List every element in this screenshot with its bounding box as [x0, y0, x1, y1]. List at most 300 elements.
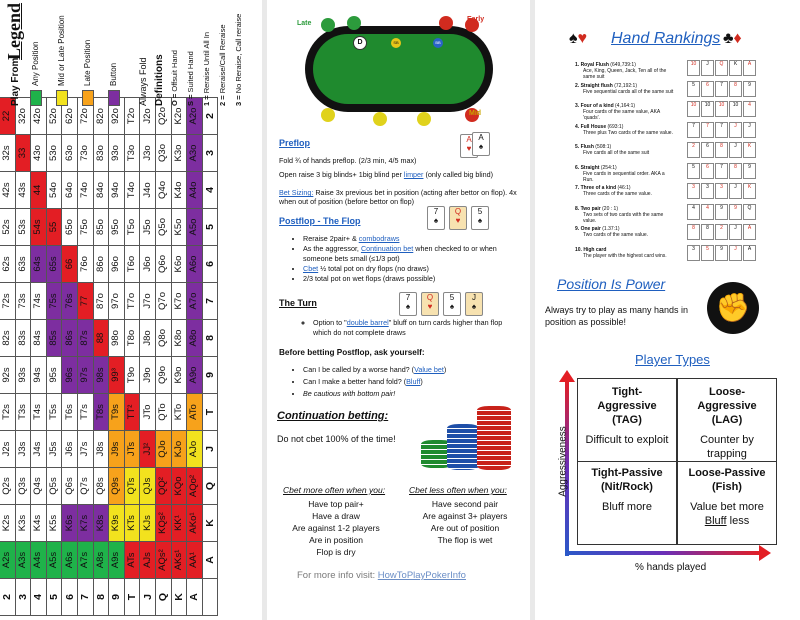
ranking-name: Full House	[580, 123, 608, 130]
ranking-number: 5.	[575, 144, 581, 150]
definition-key: 3 =	[234, 93, 243, 106]
chart-hand-cell: T7s	[77, 394, 93, 431]
cbet-more-item: Are in position	[309, 535, 363, 545]
chart-hand-cell: ATs	[124, 542, 140, 579]
chart-hand-cell: Q8s	[93, 468, 109, 505]
chart-hand-cell: K4o	[171, 172, 187, 209]
chart-rank-header: 2	[0, 579, 15, 616]
chart-hand-cell: K3s	[15, 505, 31, 542]
ranking-card: 6	[701, 163, 714, 179]
chart-hand-cell: 64o	[62, 172, 78, 209]
chart-rank-header: 8	[93, 579, 109, 616]
cbet-less-list	[405, 498, 525, 546]
chart-hand-cell: 83o	[93, 135, 109, 172]
ranking-card: 8	[729, 81, 742, 97]
ranking-name: Three of a kind	[580, 185, 618, 191]
small-blind-chip: SB	[391, 38, 401, 48]
ranking-card: 10	[715, 101, 728, 117]
chart-hand-cell: 63o	[62, 135, 78, 172]
ranking-item	[575, 206, 675, 224]
cbet-link[interactable]: Cbet	[303, 264, 319, 273]
ranking-item	[575, 165, 675, 183]
preflop-line1: Fold ¾ of hands preflop. (2/3 min, 4/5 max)	[279, 156, 417, 165]
chart-hand-cell: 95o	[109, 209, 125, 246]
ranking-description: Three plus Two cards of the same value.	[583, 129, 673, 136]
ranking-name: Four of a kind	[580, 103, 616, 109]
chart-hand-cell: A7s	[77, 542, 93, 579]
ranking-description: Five sequential cards all of the same suit	[583, 88, 674, 95]
ranking-card: J	[729, 245, 742, 261]
mid-label: Mid	[469, 110, 482, 117]
definition-key: S =	[186, 92, 195, 106]
chart-hand-cell: JJ²	[140, 431, 156, 468]
chart-hand-cell: 75s	[46, 283, 62, 320]
chart-hand-cell: Q9o	[155, 357, 171, 394]
cbet-more-title: Cbet more often when you:	[283, 485, 386, 495]
chart-rank-header: 8	[202, 320, 218, 357]
chart-hand-cell: Q5s	[46, 468, 62, 505]
chart-hand-cell: Q2s	[0, 468, 15, 505]
chart-hand-cell: J8s	[93, 431, 109, 468]
ranking-card: A	[743, 245, 756, 261]
ranking-card: J	[729, 142, 742, 158]
chart-rank-header: 7	[77, 579, 93, 616]
chart-hand-cell: K3o	[171, 135, 187, 172]
ranking-card: 4	[687, 204, 700, 220]
fish-text: Value bet more Bluff less	[690, 501, 764, 527]
chart-hand-cell: T9o	[124, 357, 140, 394]
chart-hand-cell: AA¹	[187, 542, 203, 579]
chart-hand-cell: J7s	[77, 431, 93, 468]
ranking-card: 3	[701, 183, 714, 199]
chart-hand-cell: 97o	[109, 283, 125, 320]
chart-hand-cell: 74o	[77, 172, 93, 209]
ranking-number: 7.	[575, 185, 581, 191]
chart-hand-cell: 74s	[31, 283, 47, 320]
ranking-description: Five cards in sequential order. AKA a Run.	[583, 170, 665, 183]
position-legend-item	[82, 10, 104, 106]
definition-item	[218, 10, 227, 106]
postflop-title[interactable]: Postflop - The Flop	[279, 216, 361, 226]
chart-hand-cell: Q7s	[77, 468, 93, 505]
chart-hand-cell: KJo	[171, 431, 187, 468]
nit-title: Tight-Passive (Nit/Rock)	[591, 467, 663, 493]
chart-hand-cell: K9o	[171, 357, 187, 394]
postflop-item: • 2/3 total pot on wet flops (draws possible)	[303, 274, 528, 284]
chart-hand-cell: AKo¹	[187, 505, 203, 542]
cbet-text: Do not cbet 100% of the time!	[277, 434, 396, 444]
chart-hand-cell: KQs²	[155, 505, 171, 542]
chart-hand-cell: Q3o	[155, 135, 171, 172]
chart-hand-cell: 54o	[46, 172, 62, 209]
ranking-card: A	[743, 60, 756, 76]
position-legend-label: Button	[109, 62, 119, 86]
ranking-name: Flush	[580, 144, 596, 150]
chart-hand-cell: Q6o	[155, 246, 171, 283]
cbet-more-item: Flop is dry	[316, 547, 356, 557]
cbet-title: Continuation betting:	[277, 410, 389, 422]
poker-table-graphic	[297, 8, 503, 124]
chart-rank-header: K	[202, 505, 218, 542]
definition-item	[202, 10, 211, 106]
suit-icons-left: ♠♥	[569, 30, 587, 47]
ranking-item	[575, 226, 675, 238]
chart-hand-cell: KTs	[124, 505, 140, 542]
cbet-more-list	[277, 498, 395, 558]
chip-stacks-icon	[417, 402, 517, 474]
chart-hand-cell: 53s	[15, 209, 31, 246]
fish-bluff-link[interactable]: Bluff	[704, 515, 727, 527]
chart-hand-cell: J2o	[140, 98, 156, 135]
position-text: Always try to play as many hands in position as possible!	[545, 305, 689, 327]
chart-hand-cell: 52s	[0, 209, 15, 246]
chart-hand-cell: AQs²	[155, 542, 171, 579]
ask-item: • Can I make a better hand fold? (Bluff)	[303, 376, 528, 388]
chart-hand-cell: 93o	[109, 135, 125, 172]
chart-rank-header: Q	[202, 468, 218, 505]
chart-hand-cell: T8o	[124, 320, 140, 357]
ranking-card: 4	[743, 101, 756, 117]
value-bet-link[interactable]: Value bet	[414, 365, 444, 374]
ranking-card: 5	[687, 163, 700, 179]
ranking-card: 6	[701, 81, 714, 97]
ranking-card: J	[743, 122, 756, 138]
cbet-more-item: Have top pair+	[308, 499, 364, 509]
chart-rank-header: 4	[31, 579, 47, 616]
footer-link[interactable]: HowToPlayPokerInfo	[377, 570, 466, 581]
chart-rank-header: 6	[62, 579, 78, 616]
ranking-item	[575, 124, 675, 136]
postflop-item: • As the aggressor, Continuation bet when checked to or when someone bets small (≤1/3 pot)	[303, 244, 528, 264]
chart-hand-cell: K9s	[109, 505, 125, 542]
postflop-item: • Cbet ½ total pot on dry flops (no draws)	[303, 264, 528, 274]
ranking-item	[575, 185, 675, 197]
chart-hand-cell: KQo	[171, 468, 187, 505]
early-label: Early	[467, 16, 485, 23]
chart-hand-cell: T2o	[124, 98, 140, 135]
chart-hand-cell: K5o	[171, 209, 187, 246]
ranking-description: Ace, King, Queen, Jack, Ten all of the same suit	[583, 68, 667, 80]
tag-text: Difficult to exploit	[585, 434, 669, 446]
ranking-card: 5	[687, 81, 700, 97]
turn-cards-icon: 7 ♠ Q ♥ 5 ♠ J ♠	[399, 292, 499, 320]
chart-hand-cell: J9o	[140, 357, 156, 394]
hand-rankings-title: Hand Rankings	[611, 30, 721, 47]
tag-title: Tight-Aggressive (TAG)	[597, 386, 657, 426]
chart-hand-cell: 62o	[62, 98, 78, 135]
ace-cards-icon: A ♥ A ♠	[460, 132, 494, 158]
chart-hand-cell: J4s	[31, 431, 47, 468]
nit-quadrant	[577, 461, 677, 545]
ranking-card: K	[743, 183, 756, 199]
starting-hands-chart	[0, 97, 218, 616]
position-color-swatch	[82, 90, 94, 106]
starting-hands-panel	[0, 0, 262, 620]
chart-hand-cell: 76s	[62, 283, 78, 320]
chart-hand-cell: J7o	[140, 283, 156, 320]
ranking-card: 3	[715, 183, 728, 199]
ranking-odds: (20 : 1)	[602, 205, 618, 212]
ranking-card: 10	[701, 101, 714, 117]
ranking-card: 7	[715, 122, 728, 138]
chart-hand-cell: QTo	[155, 394, 171, 431]
chart-hand-cell: A9s	[109, 542, 125, 579]
chart-hand-cell: J4o	[140, 172, 156, 209]
chart-hand-cell: 43s	[15, 172, 31, 209]
cbet-less-item: The flop is wet	[437, 535, 493, 545]
chart-hand-cell: 98s	[93, 357, 109, 394]
chart-hand-cell: J6s	[62, 431, 78, 468]
chart-hand-cell: A5s	[46, 542, 62, 579]
lag-quadrant	[677, 378, 777, 462]
chart-hand-cell: T5o	[124, 209, 140, 246]
ranking-description: Two sets of two cards with the same value.	[583, 211, 664, 224]
cbet-less-title: Cbet less often when you:	[409, 485, 507, 495]
ranking-card: Q	[715, 60, 728, 76]
ranking-item	[575, 103, 675, 121]
ranking-card: 9	[743, 163, 756, 179]
chart-hand-cell: Q8o	[155, 320, 171, 357]
chart-rank-header: J	[140, 579, 156, 616]
turn-list	[299, 318, 513, 338]
ranking-odds: (508:1)	[595, 144, 612, 150]
definition-key: 2 =	[218, 93, 227, 106]
chart-hand-cell: T6o	[124, 246, 140, 283]
chart-hand-cell: 55	[46, 209, 62, 246]
double-barrel-link[interactable]: double barrel	[346, 318, 389, 327]
big-blind-chip: BB	[433, 38, 443, 48]
position-legend-item	[30, 10, 52, 106]
cbet-more-item: Have a draw	[312, 511, 360, 521]
chart-hand-cell: A4o	[187, 172, 203, 209]
ranking-card: 5	[701, 245, 714, 261]
chart-hand-cell: Q7o	[155, 283, 171, 320]
position-legend-item	[108, 10, 130, 106]
ranking-number: 2.	[575, 82, 581, 89]
chart-hand-cell: J6o	[140, 246, 156, 283]
ask-item: • Can I be called by a worse hand? (Value bet)	[303, 364, 528, 376]
chart-hand-cell: 65s	[46, 246, 62, 283]
chart-hand-cell: K7o	[171, 283, 187, 320]
ranking-card: A	[743, 224, 756, 240]
chart-hand-cell: K7s	[77, 505, 93, 542]
chart-hand-cell: 84o	[93, 172, 109, 209]
chart-rank-header: Q	[155, 579, 171, 616]
footer: For more info visit: HowToPlayPokerInfo	[297, 570, 466, 581]
chart-hand-cell: TT²	[124, 394, 140, 431]
chart-hand-cell: 96s	[62, 357, 78, 394]
chart-hand-cell: A2s	[0, 542, 15, 579]
chart-hand-cell: KK¹	[171, 505, 187, 542]
ranking-card: J	[729, 183, 742, 199]
chart-hand-cell: 82o	[93, 98, 109, 135]
legend-box	[4, 2, 260, 106]
chart-hand-cell: 99³	[109, 357, 125, 394]
bet-sizing-link[interactable]: Bet Sizing:	[279, 188, 314, 197]
chart-hand-cell: K2s	[0, 505, 15, 542]
lag-text: Counter by trapping	[700, 434, 754, 460]
chart-hand-cell: 32s	[0, 135, 15, 172]
chart-hand-cell: K2o	[171, 98, 187, 135]
chart-hand-cell: T9s	[109, 394, 125, 431]
chart-hand-cell: Q6s	[62, 468, 78, 505]
chart-hand-cell: T2s	[0, 394, 15, 431]
definition-key: O =	[170, 91, 179, 106]
ranking-card: K	[743, 142, 756, 158]
ranking-number: 6.	[575, 164, 581, 171]
position-legend-label: Mid or Late Position	[57, 15, 67, 86]
chart-hand-cell: Q4s	[31, 468, 47, 505]
chart-hand-cell: A4s	[31, 542, 47, 579]
chart-rank-header: A	[202, 542, 218, 579]
continuation-bet-link[interactable]: Continuation bet	[360, 244, 414, 253]
hands-played-label: % hands played	[635, 562, 707, 573]
chart-hand-cell: 86o	[93, 246, 109, 283]
chart-hand-cell: 85s	[46, 320, 62, 357]
definition-item	[186, 10, 195, 106]
aggressiveness-label: Aggressiveness	[557, 426, 569, 497]
chart-hand-cell: 92s	[0, 357, 15, 394]
ranking-description: Two cards of the same value.	[583, 232, 649, 238]
ranking-item	[575, 247, 675, 259]
chart-hand-cell: 75o	[77, 209, 93, 246]
chart-rank-header: 9	[109, 579, 125, 616]
chart-hand-cell: K6s	[62, 505, 78, 542]
chart-hand-cell: T4s	[31, 394, 47, 431]
ranking-description: The player with the highest card wins.	[583, 252, 667, 259]
always-fold-label: Always Fold	[138, 57, 148, 106]
chart-hand-cell: 22	[0, 98, 15, 135]
tag-quadrant	[577, 378, 677, 462]
dealer-button: D	[353, 36, 367, 50]
cbet-more-item: Are against 1-2 players	[292, 523, 380, 533]
chart-hand-cell: T6s	[62, 394, 78, 431]
flop-cards-icon: 7 ♠ Q ♥ 5 ♠	[427, 206, 497, 234]
chart-hand-cell: 76o	[77, 246, 93, 283]
chart-rank-header: A	[187, 579, 203, 616]
chart-rank-header: 2	[202, 98, 218, 135]
postflop-item: • Reraise 2pair+ & combodraws	[303, 234, 528, 244]
bluff-link[interactable]: Bluff	[406, 377, 421, 386]
ranking-card: J	[729, 122, 742, 138]
chart-hand-cell: 86s	[62, 320, 78, 357]
definitions-title: Definitions	[154, 54, 165, 106]
chart-hand-cell: 32o	[15, 98, 31, 135]
position-color-swatch	[30, 90, 42, 106]
turn-title: The Turn	[279, 298, 317, 308]
chart-hand-cell: T3s	[15, 394, 31, 431]
chart-hand-cell: 73o	[77, 135, 93, 172]
cbet-less-item: Have second pair	[431, 499, 499, 509]
chart-hand-cell: A3s	[15, 542, 31, 579]
fish-title: Loose-Passive (Fish)	[688, 467, 766, 493]
chart-hand-cell: 83s	[15, 320, 31, 357]
lag-title: Loose-Aggressive (LAG)	[697, 386, 757, 426]
chart-hand-cell: A6s	[62, 542, 78, 579]
position-color-swatch	[56, 90, 68, 106]
player-types-title: Player Types	[635, 352, 710, 367]
chart-hand-cell: A9o	[187, 357, 203, 394]
ranking-name: Royal Flush	[580, 62, 611, 68]
chart-hand-cell: K5s	[46, 505, 62, 542]
ranking-odds: (1.37:1)	[602, 226, 620, 232]
chart-hand-cell: 43o	[31, 135, 47, 172]
definition-text: No Reraise, Call reraise	[234, 13, 243, 94]
ranking-card: 4	[701, 204, 714, 220]
chart-hand-cell: 92o	[109, 98, 125, 135]
strategy-panel	[267, 0, 530, 620]
ranking-item	[575, 62, 675, 80]
chart-hand-cell: 44	[31, 172, 47, 209]
ranking-number: 9.	[575, 226, 581, 232]
ranking-odds: (254:1)	[600, 164, 617, 171]
ranking-card: 9	[743, 81, 756, 97]
chart-hand-cell: 42o	[31, 98, 47, 135]
chart-rank-header: 3	[202, 135, 218, 172]
chart-hand-cell: 54s	[31, 209, 47, 246]
chart-rank-header: 4	[202, 172, 218, 209]
chart-hand-cell: A5o	[187, 209, 203, 246]
chart-hand-cell: QTs	[124, 468, 140, 505]
ranking-card: 10	[687, 101, 700, 117]
chart-rank-header: 3	[15, 579, 31, 616]
ranking-number: 8.	[575, 205, 581, 212]
play-from-title: Play From	[10, 57, 21, 106]
chart-hand-cell: Q9s	[109, 468, 125, 505]
chart-hand-cell: T8s	[93, 394, 109, 431]
limper-link[interactable]: limper	[403, 170, 424, 179]
chart-rank-header: T	[202, 394, 218, 431]
chart-hand-cell: Q3s	[15, 468, 31, 505]
combodraws-link[interactable]: combodraws	[358, 234, 400, 243]
chart-hand-cell: 77	[77, 283, 93, 320]
ranking-card: 7	[687, 122, 700, 138]
chart-hand-cell: 88	[93, 320, 109, 357]
bet-sizing: Bet Sizing: Raise 3x previous bet in position (acting after bettor on flop). 4x when out of position (before bettor on flop)	[279, 188, 517, 206]
chart-hand-cell: 66	[62, 246, 78, 283]
preflop-title[interactable]: Preflop	[279, 138, 311, 148]
ranking-card: 10	[729, 101, 742, 117]
chart-hand-cell: 62s	[0, 246, 15, 283]
chart-hand-cell: J9s	[109, 431, 125, 468]
chart-hand-cell: K4s	[31, 505, 47, 542]
ranking-card: 7	[701, 122, 714, 138]
chart-hand-cell: 95s	[46, 357, 62, 394]
ranking-card: 3	[687, 183, 700, 199]
chart-hand-cell: AQo²	[187, 468, 203, 505]
ranking-card: J	[701, 60, 714, 76]
chart-hand-cell: Q2o	[155, 98, 171, 135]
chart-hand-cell: QJo	[155, 431, 171, 468]
chart-hand-cell: 84s	[31, 320, 47, 357]
ask-item: • Be cautious with bottom pair!	[303, 388, 528, 400]
turn-item: ◦ Option to "double barrel" bluff on turn cards higher than flop which do not complete draws	[313, 318, 513, 338]
chart-hand-cell: 85o	[93, 209, 109, 246]
ranking-card: 8	[729, 163, 742, 179]
chart-hand-cell: 65o	[62, 209, 78, 246]
chart-hand-cell: KTo	[171, 394, 187, 431]
fish-quadrant	[677, 461, 777, 545]
chart-hand-cell: QJs	[140, 468, 156, 505]
chart-hand-cell: 96o	[109, 246, 125, 283]
chart-rank-header: 7	[202, 283, 218, 320]
chart-rank-header: 9	[202, 357, 218, 394]
ranking-description: Five cards all of the same suit	[583, 150, 650, 156]
ranking-card: 8	[687, 224, 700, 240]
definition-text: Reraise/Call Reraise	[218, 24, 227, 94]
chart-hand-cell: A7o	[187, 283, 203, 320]
chart-hand-cell: T7o	[124, 283, 140, 320]
